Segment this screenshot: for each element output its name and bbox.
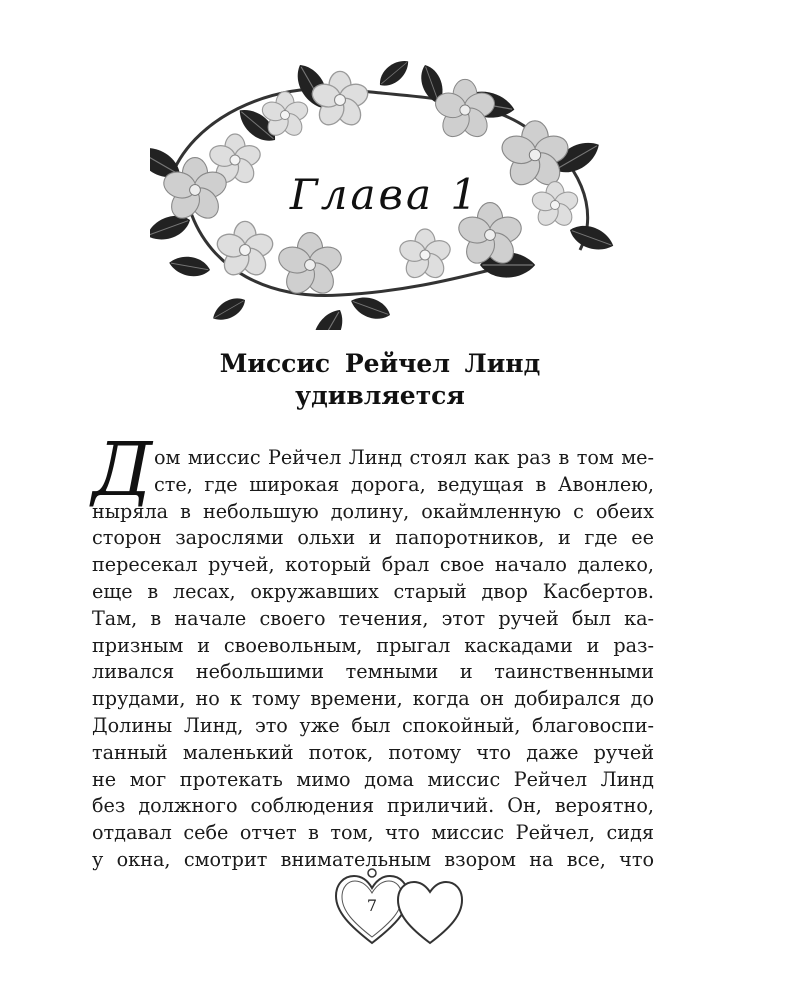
hearts-icon [330, 868, 470, 948]
text-line: ливался небольшими темными и таинственными [92, 660, 654, 684]
text-line: без должного соблюдения приличий. Он, вероятно, [92, 794, 654, 818]
text-line: прудами, но к тому времени, когда он добирался до [92, 687, 654, 711]
section-title [160, 348, 600, 412]
text-line: пересекал ручей, который брал свое начало далеко, [92, 553, 654, 577]
text-line: сторон зарослями ольхи и папоротников, и где ее [92, 526, 654, 550]
text-line: ныряла в небольшую долину, окаймленную с обеих [92, 499, 654, 523]
page-number-ornament [330, 868, 470, 948]
section-title-line-2: удивляется [295, 381, 465, 410]
text-line: ом миссис Рейчел Линд стоял как раз в том ме- [154, 446, 654, 469]
text-line: отдавал себе отчет в том, что миссис Рейчел, сидя [92, 821, 654, 845]
text-line: танный маленький поток, потому что даже ручей [92, 740, 654, 764]
page-number: 7 [366, 896, 378, 915]
text-line: у окна, смотрит внимательным взором на все, что [92, 847, 654, 871]
body-text [92, 427, 654, 874]
text-line: Там, в начале своего течения, этот ручей был ка- [92, 606, 654, 630]
section-title-line-1: Миссис Рейчел Линд [219, 349, 541, 378]
text-line: призным и своевольным, прыгал каскадами и раз- [92, 633, 654, 657]
text-line: сте, где широкая дорога, ведущая в Авонлею, [154, 472, 654, 496]
dropcap-letter: Д [92, 427, 153, 513]
text-line: еще в лесах, окружавших старый двор Касбертов. [92, 579, 654, 603]
text-line: Долины Линд, это уже был спокойный, благовоспи- [92, 713, 654, 737]
chapter-title: Глава 1 [289, 170, 481, 219]
text-line: не мог протекать мимо дома миссис Рейчел Линд [92, 767, 654, 791]
